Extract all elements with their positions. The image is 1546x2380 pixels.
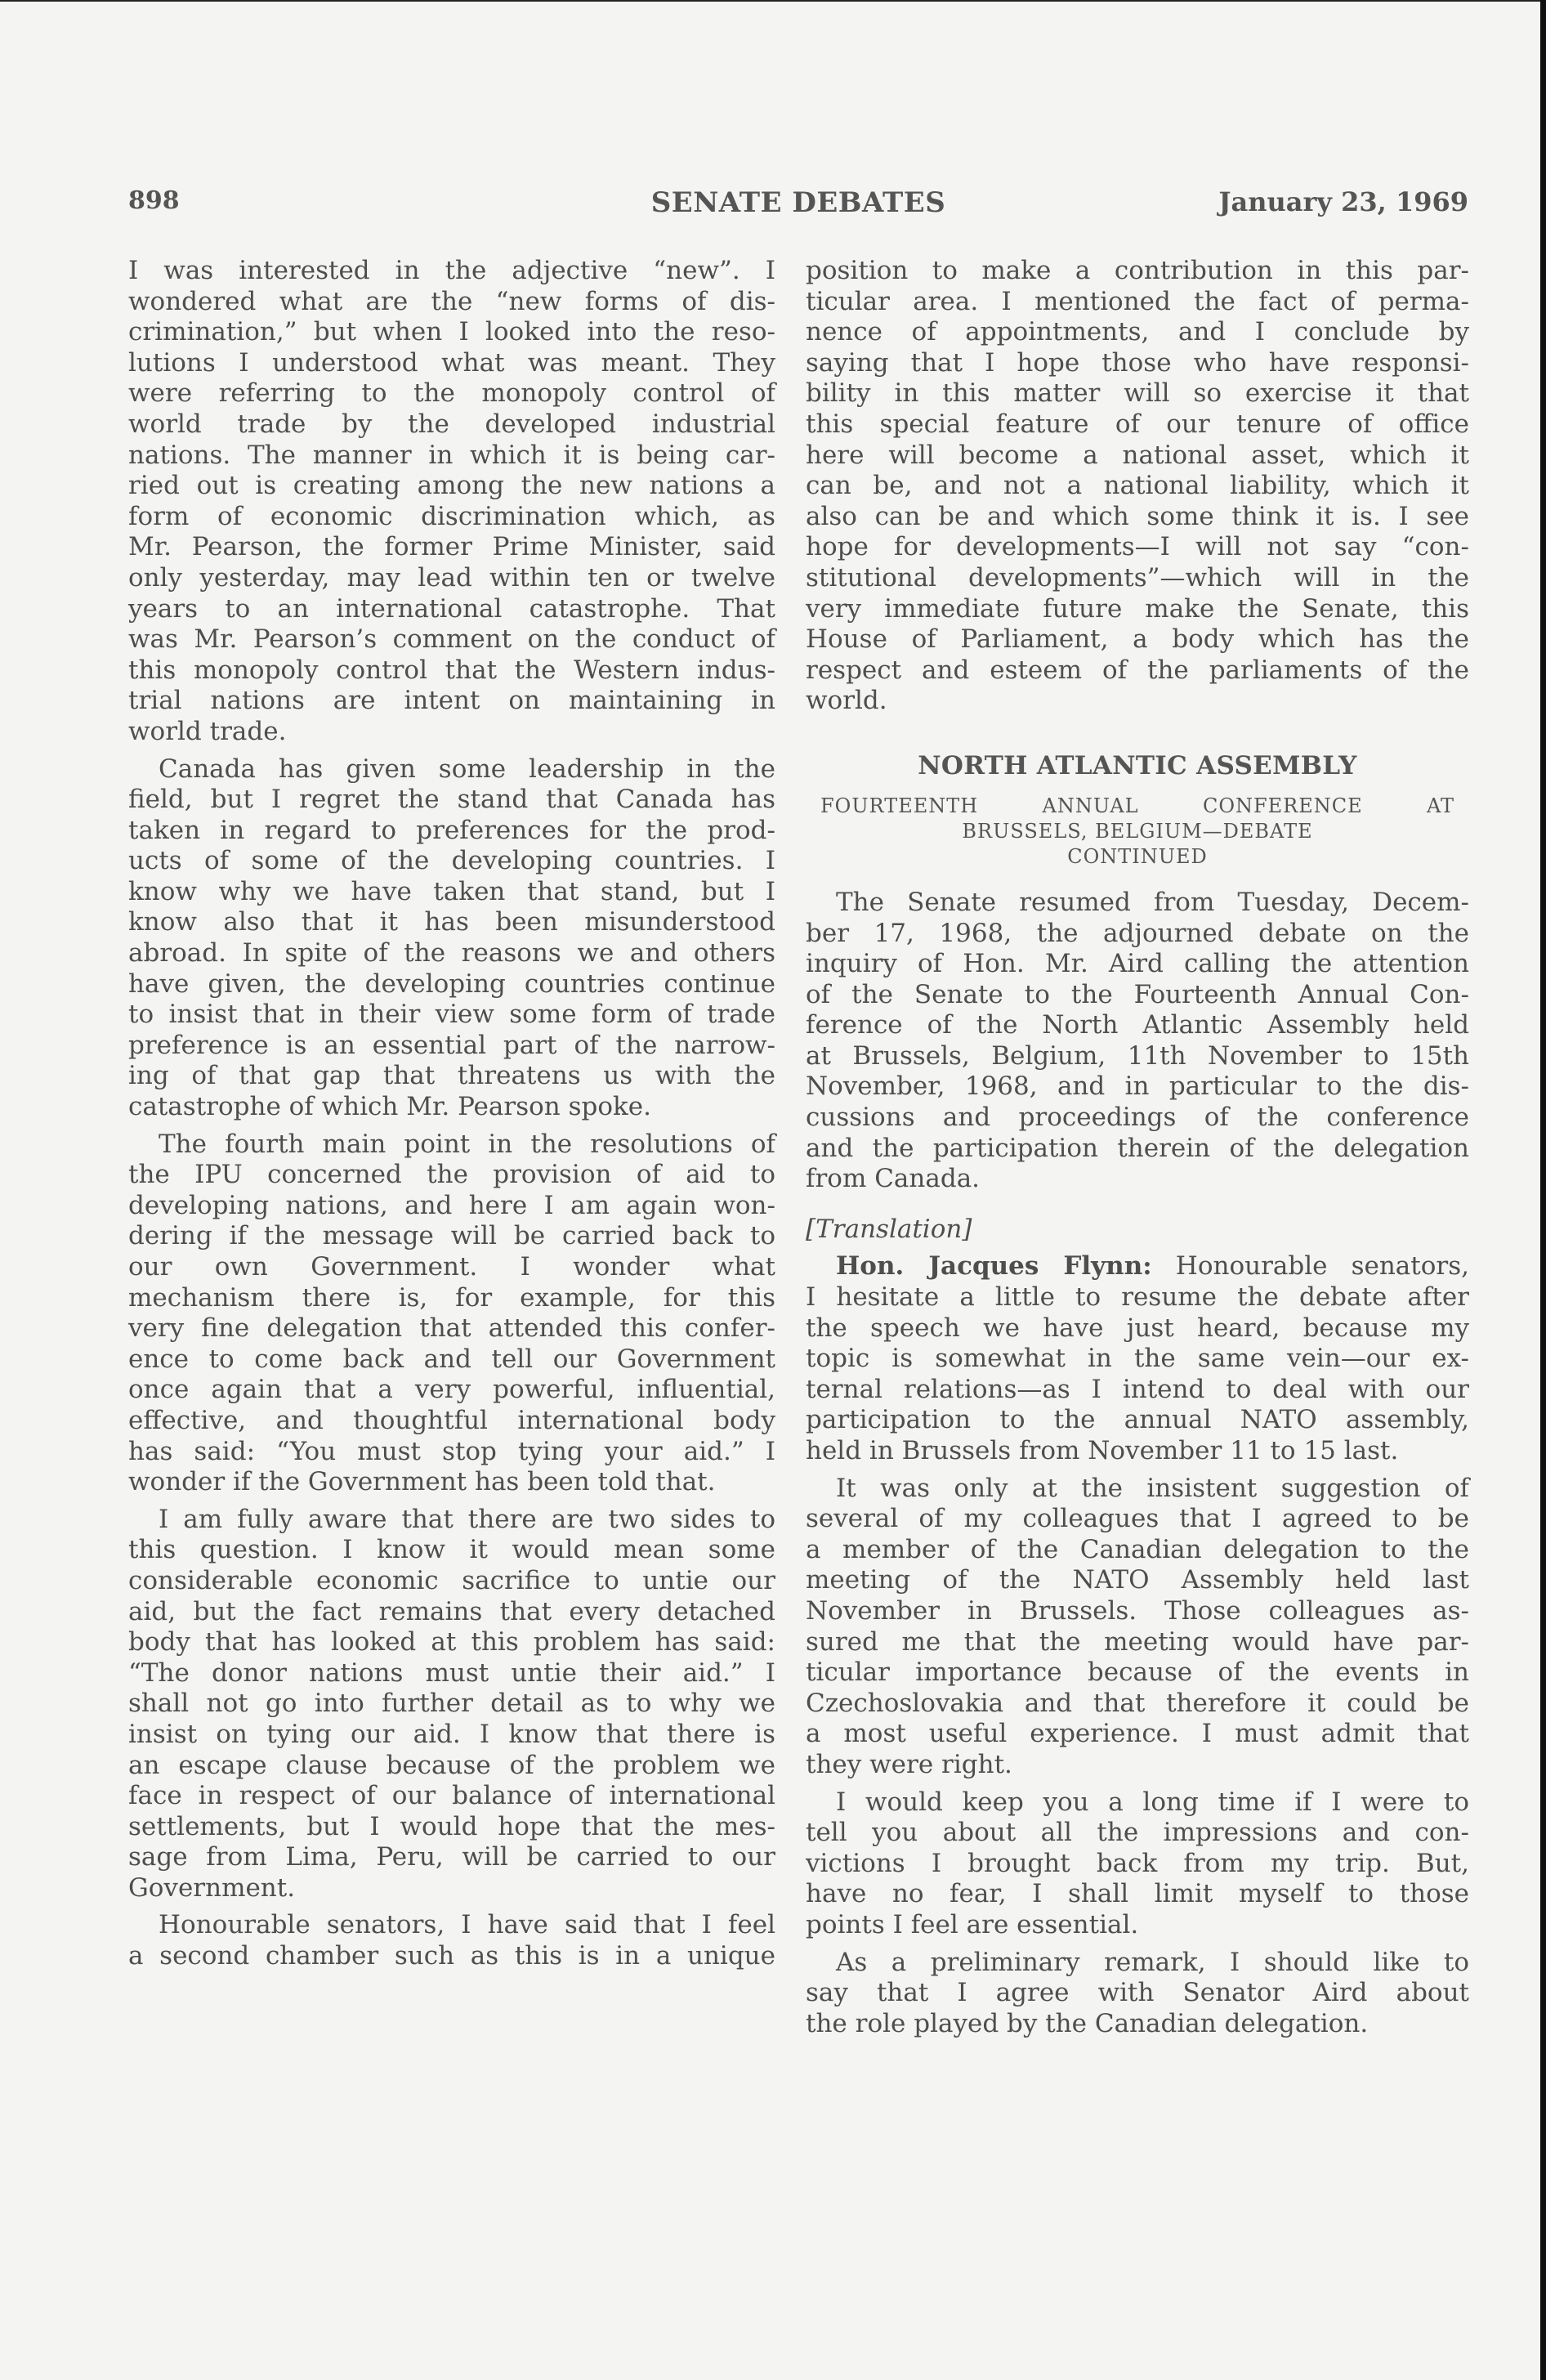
left-column: [128, 256, 775, 1972]
scan-top-edge: [0, 0, 1546, 2]
text-line: November in Brussels. Those colleagues as-: [806, 1595, 1469, 1626]
text-line: ticular area. I mentioned the fact of perma-: [806, 286, 1469, 316]
paragraph: [806, 1948, 1469, 2040]
text-line: ing of that gap that threatens us with the: [128, 1061, 775, 1091]
text-line: The fourth main point in the resolutions of: [159, 1129, 775, 1159]
text-line: considerable economic sacrifice to untie our: [128, 1565, 775, 1595]
text-line: taken in regard to preferences for the prod-: [128, 815, 775, 845]
speech-opening-paragraph: [806, 1251, 1469, 1466]
page-number: 898: [128, 186, 180, 215]
speech-first-line-text: Honourable senators,: [1175, 1251, 1469, 1282]
text-line: face in respect of our balance of international: [128, 1781, 775, 1811]
text-line: cussions and proceedings of the conference: [806, 1103, 1469, 1133]
text-line: body that has looked at this problem has said:: [128, 1627, 775, 1658]
text-line: a second chamber such as this is in a unique: [128, 1941, 775, 1971]
text-line: also can be and which some think it is. I see: [806, 501, 1469, 531]
text-line: here will become a national asset, which it: [806, 440, 1469, 470]
text-line: respect and esteem of the parliaments of the: [806, 655, 1469, 685]
paragraph: [128, 754, 775, 1123]
text-line: at Brussels, Belgium, 11th November to 15th: [806, 1040, 1469, 1071]
text-line: position to make a contribution in this par-: [806, 256, 1469, 285]
text-line: House of Parliament, a body which has the: [806, 624, 1469, 655]
text-line: form of economic discrimination which, as: [128, 501, 775, 531]
text-line: wonder if the Government has been told that.: [128, 1467, 716, 1497]
text-line: developing nations, and here I am again won-: [128, 1190, 775, 1220]
translation-note: [Translation]: [806, 1214, 972, 1244]
text-line: points I feel are essential.: [806, 1909, 1139, 1939]
text-line: Government.: [128, 1872, 296, 1903]
text-line: inquiry of Hon. Mr. Aird calling the attention: [806, 949, 1469, 979]
scan-right-edge: [1540, 0, 1546, 2380]
text-line: the role played by the Canadian delegation.: [806, 2008, 1369, 2038]
text-line: and the participation therein of the delegation: [806, 1133, 1469, 1163]
text-line: insist on tying our aid. I know that there is: [128, 1719, 775, 1749]
text-line: our own Government. I wonder what: [128, 1252, 775, 1282]
text-line: was Mr. Pearson’s comment on the conduct of: [128, 624, 775, 655]
text-line: once again that a very powerful, influential,: [128, 1375, 775, 1405]
text-line: to insist that in their view some form of trade: [128, 1000, 775, 1030]
text-line: hope for developments—I will not say “con-: [806, 532, 1469, 562]
speech-first-line: [806, 1251, 1469, 1282]
text-line: very immediate future make the Senate, this: [806, 593, 1469, 624]
speaker-name: Hon. Jacques Flynn:: [836, 1251, 1152, 1282]
text-line: nations. The manner in which it is being car-: [128, 440, 775, 470]
subheading-line: CONTINUED: [1067, 844, 1208, 868]
text-line: several of my colleagues that I agreed to be: [806, 1504, 1469, 1534]
text-line: settlements, but I would hope that the mes-: [128, 1811, 775, 1841]
text-line: stitutional developments”—which will in the: [806, 562, 1469, 593]
paragraph: [806, 1474, 1469, 1781]
text-line: years to an international catastrophe. That: [128, 593, 775, 624]
text-line: sage from Lima, Peru, will be carried to our: [128, 1842, 775, 1872]
text-line: Honourable senators, I have said that I feel: [159, 1910, 775, 1940]
text-line: aid, but the fact remains that every detached: [128, 1596, 775, 1626]
paragraph: [806, 1787, 1469, 1941]
text-line: catastrophe of which Mr. Pearson spoke.: [128, 1092, 651, 1122]
text-line: world.: [806, 686, 887, 716]
text-line: ference of the North Atlantic Assembly held: [806, 1010, 1469, 1040]
text-line: can be, and not a national liability, which it: [806, 471, 1469, 501]
text-line: ticular importance because of the events in: [806, 1658, 1469, 1688]
text-line: the IPU concerned the provision of aid to: [128, 1160, 775, 1190]
publication-title: SENATE DEBATES: [650, 186, 946, 219]
text-line: only yesterday, may lead within ten or twelve: [128, 562, 775, 593]
paragraph: [128, 256, 775, 748]
issue-date: January 23, 1969: [1218, 186, 1468, 217]
text-line: I am fully aware that there are two sides to: [159, 1504, 775, 1534]
text-line: effective, and thoughtful international body: [128, 1405, 775, 1435]
motion-paragraphs: [806, 888, 1469, 1195]
text-line: ried out is creating among the new nations a: [128, 471, 775, 501]
text-line: say that I agree with Senator Aird about: [806, 1978, 1469, 2008]
paragraph: [128, 1505, 775, 1904]
running-header: [128, 186, 1468, 222]
subheading-line: FOURTEENTH ANNUAL CONFERENCE AT: [820, 794, 1454, 817]
subheading-line: BRUSSELS, BELGIUM—DEBATE: [962, 819, 1313, 843]
text-line: saying that I hope those who have responsi-: [806, 347, 1469, 378]
text-line: ternal relations—as I intend to deal with our: [806, 1374, 1469, 1404]
text-line: this monopoly control that the Western indus-: [128, 655, 775, 685]
text-line: topic is somewhat in the same vein—our ex-: [806, 1344, 1469, 1374]
text-line: of the Senate to the Fourteenth Annual Con-: [806, 979, 1469, 1009]
text-line: field, but I regret the stand that Canada has: [128, 785, 775, 815]
text-line: this question. I know it would mean some: [128, 1535, 775, 1565]
text-line: participation to the annual NATO assembly,: [806, 1405, 1469, 1435]
text-line: preference is an essential part of the narrow-: [128, 1030, 775, 1060]
paragraph: [128, 1910, 775, 1971]
text-line: ucts of some of the developing countries. I: [128, 846, 775, 876]
text-line: The Senate resumed from Tuesday, Decem-: [836, 887, 1469, 917]
text-line: Canada has given some leadership in the: [159, 754, 775, 784]
text-line: wondered what are the “new forms of dis-: [128, 286, 775, 316]
text-line: has said: “You must stop tying your aid.” I: [128, 1436, 775, 1466]
text-line: Mr. Pearson, the former Prime Minister, said: [128, 532, 775, 562]
text-line: held in Brussels from November 11 to 15 last.: [806, 1436, 1399, 1465]
text-line: a member of the Canadian delegation to the: [806, 1534, 1469, 1564]
paragraph: [128, 1130, 775, 1498]
text-line: have given, the developing countries continue: [128, 969, 775, 999]
text-line: ence to come back and tell our Government: [128, 1344, 775, 1374]
text-line: As a preliminary remark, I should like to: [836, 1947, 1469, 1977]
paragraph: [806, 888, 1469, 1195]
text-line: world trade by the developed industrial: [128, 409, 775, 439]
right-column: [806, 256, 1469, 2039]
text-line: “The donor nations must untie their aid.” I: [128, 1658, 775, 1688]
speech-paragraphs: [806, 1467, 1469, 2040]
text-line: they were right.: [806, 1749, 1012, 1779]
text-line: very fine delegation that attended this confer-: [128, 1313, 775, 1344]
text-line: shall not go into further detail as to why we: [128, 1689, 775, 1719]
text-line: abroad. In spite of the reasons we and others: [128, 938, 775, 969]
text-line: lutions I understood what was meant. They: [128, 347, 775, 378]
section-subheading: [806, 794, 1469, 870]
text-line: victions I brought back from my trip. But,: [806, 1848, 1469, 1878]
text-line: Czechoslovakia and that therefore it could be: [806, 1688, 1469, 1718]
text-line: meeting of the NATO Assembly held last: [806, 1565, 1469, 1595]
text-line: dering if the message will be carried back to: [128, 1221, 775, 1251]
text-line: the speech we have just heard, because my: [806, 1313, 1469, 1343]
text-line: know why we have taken that stand, but I: [128, 876, 775, 906]
text-line: ber 17, 1968, the adjourned debate on the: [806, 918, 1469, 948]
text-line: mechanism there is, for example, for this: [128, 1282, 775, 1313]
text-line: were referring to the monopoly control of: [128, 378, 775, 409]
text-line: sured me that the meeting would have par-: [806, 1626, 1469, 1657]
text-line: bility in this matter will so exercise it that: [806, 378, 1469, 409]
text-line: I would keep you a long time if I were to: [836, 1787, 1469, 1817]
text-line: tell you about all the impressions and con-: [806, 1818, 1469, 1848]
text-line: an escape clause because of the problem we: [128, 1750, 775, 1780]
text-line: trial nations are intent on maintaining in: [128, 686, 775, 716]
text-line: I hesitate a little to resume the debate after: [806, 1282, 1469, 1313]
text-line: I was interested in the adjective “new”. I: [128, 256, 775, 285]
text-line: It was only at the insistent suggestion of: [836, 1473, 1469, 1503]
text-line: know also that it has been misunderstood: [128, 907, 775, 937]
text-line: have no fear, I shall limit myself to those: [806, 1879, 1469, 1909]
text-line: from Canada.: [806, 1164, 981, 1194]
continued-paragraph: [806, 256, 1469, 717]
section-heading: NORTH ATLANTIC ASSEMBLY: [918, 750, 1357, 781]
text-line: crimination,” but when I looked into the reso-: [128, 317, 775, 347]
text-line: a most useful experience. I must admit that: [806, 1719, 1469, 1749]
text-line: November, 1968, and in particular to the dis-: [806, 1071, 1469, 1102]
text-line: nence of appointments, and I conclude by: [806, 317, 1469, 347]
text-line: world trade.: [128, 716, 287, 746]
text-line: this special feature of our tenure of office: [806, 409, 1469, 439]
